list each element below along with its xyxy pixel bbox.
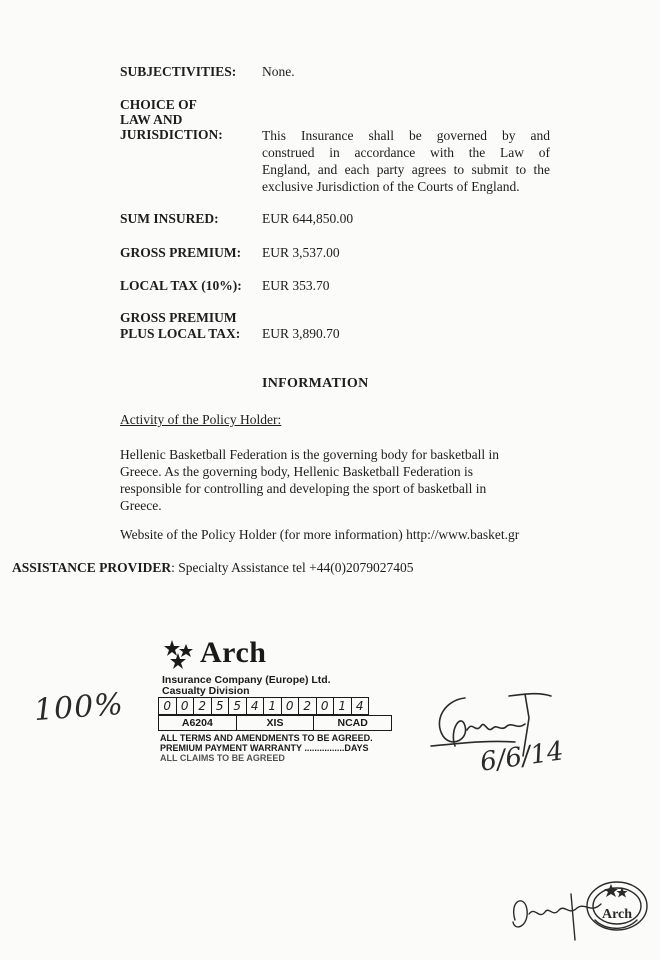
reference-digit: 2 [299, 698, 317, 714]
handwritten-percentage: 100% [32, 686, 125, 729]
activity-paragraph: Hellenic Basketball Federation is the governing body for basketball in Greece. As the governing body, Hellenic Basketball Federation is responsible for controlling and developing the sport of basketball in Greece. [120, 447, 500, 513]
information-heading: INFORMATION [262, 376, 369, 391]
seal-text: Arch [601, 907, 633, 922]
gross-plus-tax-label-1: GROSS PREMIUM [120, 310, 237, 325]
reference-digit: 0 [282, 698, 300, 714]
stamp-company: Insurance Company (Europe) Ltd. [162, 674, 331, 686]
assistance-provider-line [12, 560, 414, 576]
local-tax-label: LOCAL TAX (10%): [120, 278, 242, 293]
arch-seal-signature-icon [505, 860, 655, 945]
subjectivities-value: None. [262, 64, 295, 79]
assistance-provider-value: : Specialty Assistance tel +44(0)2079027405 [171, 560, 414, 575]
sum-insured-value: EUR 644,850.00 [262, 211, 354, 226]
reference-digit: 0 [177, 698, 195, 714]
stamp-code: XIS [237, 716, 315, 730]
stamp-codes [158, 715, 392, 731]
choice-of-law-text: This Insurance shall be governed by and construed in accordance with the Law of England, and each party agrees to submit to the exclusive Jurisdiction of the Courts of England. [262, 128, 550, 194]
stamp-reference-boxes [158, 697, 369, 715]
activity-heading: Activity of the Policy Holder: [120, 412, 282, 427]
stamp-division: Casualty Division [162, 685, 250, 697]
reference-digit: 1 [334, 698, 352, 714]
gross-plus-tax-label-2: PLUS LOCAL TAX: [120, 326, 241, 341]
assistance-provider-label: ASSISTANCE PROVIDER [12, 560, 172, 575]
gross-premium-value: EUR 3,537.00 [262, 245, 340, 260]
website-line: Website of the Policy Holder (for more information) http://www.basket.gr [120, 527, 520, 542]
stamp-terms-line-2: PREMIUM PAYMENT WARRANTY ................DAYS [160, 743, 369, 753]
arch-stamp [158, 638, 418, 768]
gross-premium-label: GROSS PREMIUM: [120, 245, 242, 260]
reference-digit: 1 [264, 698, 282, 714]
document-page: SUBJECTIVITIES: None. CHOICE OF LAW AND JURISDICTION: This Insurance shall be governed by and construed in accordance with the Law of England, and each party agrees to submit to the exclusive Jurisdiction of the Courts of England. SUM INSURED: EUR 644,850.00 GROSS PREMIUM: EUR 3,537.00 LOCAL TAX (10%): EUR 353.70 GROSS PREMIUM PLUS LOCAL TAX: EUR 3,890.70 INFORMATION Activity of the Policy Holder: Hellenic Basketball Federation is the governing body for basketball in Greece. As the governing body, Hellenic Basketball Federation is responsible for controlling and developing the sport of basketball in Greece. Website of the Policy Holder (for more information) http://www.basket.gr ASSISTANCE PROVIDER: Specialty Assistance tel +44(0)2079027405 Arch Insurance Company (Europe) Ltd. Casualty Division 0 0 2 5 5 4 1 0 2 0 1 4 A6204 XIS NCAD ALL TERMS AND AMENDMENTS TO BE AGREED. PREMIUM PAYMENT WARRANTY ................DAYS ALL CLAIMS TO BE AGREED 100% 6/6/14 Arch [0, 0, 660, 960]
reference-digit: 0 [317, 698, 335, 714]
reference-digit: 5 [229, 698, 247, 714]
subjectivities-label: SUBJECTIVITIES: [120, 64, 237, 79]
sum-insured-label: SUM INSURED: [120, 211, 219, 226]
reference-digit: 5 [212, 698, 230, 714]
stamp-terms-line-3: ALL CLAIMS TO BE AGREED [160, 753, 285, 763]
gross-plus-tax-value: EUR 3,890.70 [262, 326, 340, 341]
arch-star-logo-icon [162, 640, 198, 670]
reference-digit: 4 [355, 699, 364, 713]
stamp-terms-line-1: ALL TERMS AND AMENDMENTS TO BE AGREED. [160, 733, 373, 743]
reference-digit: 0 [159, 698, 177, 714]
reference-digit: 4 [247, 698, 265, 714]
local-tax-value: EUR 353.70 [262, 278, 330, 293]
handwritten-date: 6/6/14 [478, 736, 566, 778]
reference-digit: 2 [194, 698, 212, 714]
arch-logo-text: Arch [200, 636, 267, 669]
stamp-code: A6204 [159, 716, 237, 730]
stamp-code: NCAD [337, 717, 368, 729]
